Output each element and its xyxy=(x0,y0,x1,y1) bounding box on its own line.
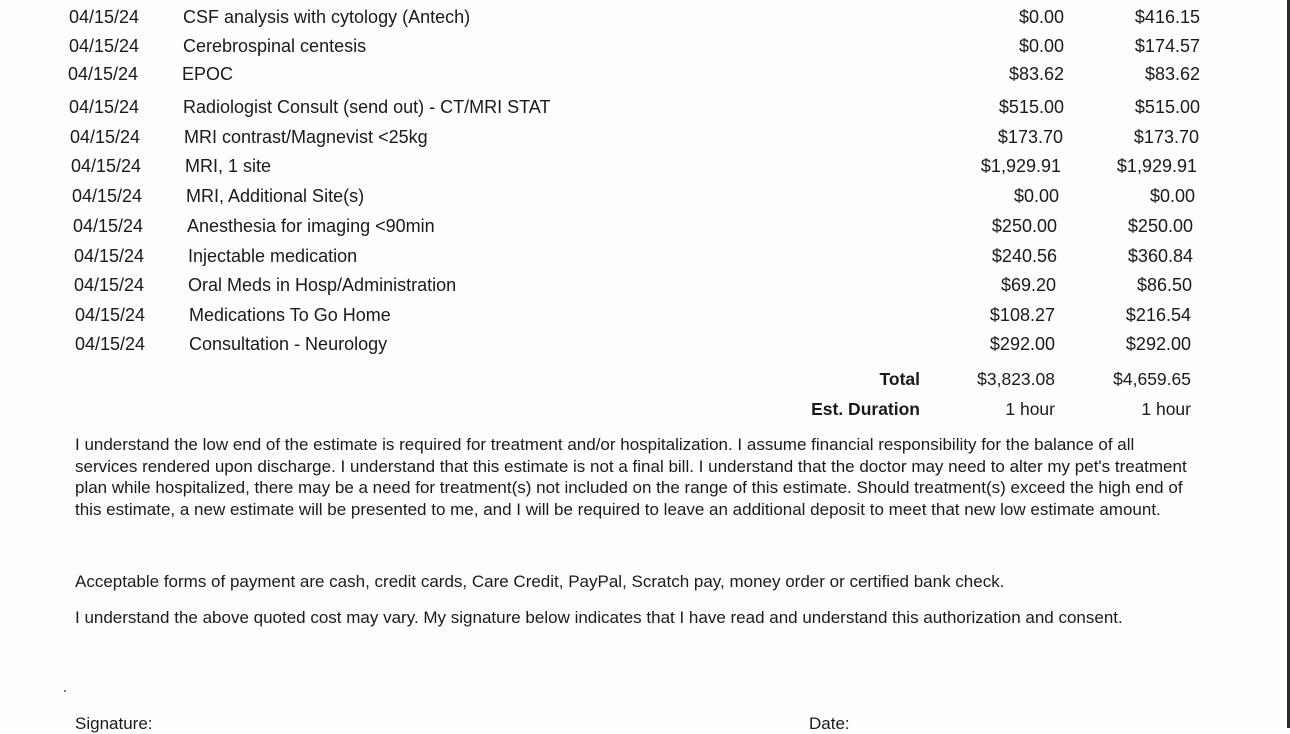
financial-responsibility-paragraph: I understand the low end of the estimate is required for treatment and/or hospitalization. I assume financial responsibility for the balance of all services rendered upon discharge. I understand that this estimate is not a final bill. I understand that the doctor may need to alter my pet's treatment plan while hospitalized, there may be a need for treatment(s) not included on the range of this estimate. Should treatment(s) exceed the high end of this estimate, a new estimate will be presented to me, and I will be required to leave an additional deposit to meet that new low estimate amount. xyxy=(75,435,1187,519)
line-item-row xyxy=(71,154,1197,178)
duration-low-value: 1 hour xyxy=(1005,399,1055,419)
line-item-description: Anesthesia for imaging <90min xyxy=(187,216,435,236)
line-item-row xyxy=(74,244,1193,268)
estimate-duration-row xyxy=(0,397,1290,421)
line-item-row xyxy=(75,303,1191,327)
line-item-low-price: $69.20 xyxy=(1000,275,1056,295)
line-item-high-price: $416.15 xyxy=(1134,7,1200,27)
line-item-high-price: $360.84 xyxy=(1127,246,1193,266)
line-item-low-price: $108.27 xyxy=(989,305,1055,325)
signature-label: Signature: xyxy=(75,714,153,733)
line-item-date: 04/15/24 xyxy=(74,246,145,266)
line-item-description: MRI, Additional Site(s) xyxy=(186,186,365,206)
line-item-high-price: $173.70 xyxy=(1133,127,1199,147)
line-item-date: 04/15/24 xyxy=(69,97,140,117)
line-item-description: MRI, 1 site xyxy=(185,156,272,176)
line-item-high-price: $86.50 xyxy=(1136,275,1192,295)
authorization-consent-paragraph: I understand the above quoted cost may vary. My signature below indicates that I have read and understand this authorization and consent. xyxy=(75,608,1123,627)
line-item-row xyxy=(69,95,1200,119)
line-item-low-price: $173.70 xyxy=(997,127,1063,147)
estimate-total-row xyxy=(0,367,1290,391)
line-item-high-price: $174.57 xyxy=(1134,36,1200,56)
line-item-date: 04/15/24 xyxy=(73,216,144,236)
line-item-low-price: $0.00 xyxy=(1018,36,1064,56)
total-high-value: $4,659.65 xyxy=(1113,369,1191,389)
line-item-date: 04/15/24 xyxy=(68,64,139,84)
payment-methods-paragraph: Acceptable forms of payment are cash, credit cards, Care Credit, PayPal, Scratch pay, money order or certified bank check. xyxy=(75,572,1005,591)
line-item-high-price: $250.00 xyxy=(1127,216,1193,236)
line-item-low-price: $83.62 xyxy=(1008,64,1064,84)
line-item-date: 04/15/24 xyxy=(69,7,140,27)
line-item-date: 04/15/24 xyxy=(74,275,145,295)
line-item-description: Oral Meds in Hosp/Administration xyxy=(188,275,457,295)
line-item-high-price: $515.00 xyxy=(1134,97,1200,117)
line-item-description: Injectable medication xyxy=(188,246,358,266)
line-item-low-price: $240.56 xyxy=(991,246,1057,266)
line-item-date: 04/15/24 xyxy=(69,36,140,56)
line-item-date: 04/15/24 xyxy=(75,305,146,325)
line-item-date: 04/15/24 xyxy=(71,156,142,176)
duration-high-value: 1 hour xyxy=(1141,399,1191,419)
line-item-date: 04/15/24 xyxy=(72,186,143,206)
line-item-low-price: $292.00 xyxy=(989,334,1055,354)
line-item-low-price: $515.00 xyxy=(998,97,1064,117)
line-item-row xyxy=(68,62,1200,86)
line-item-date: 04/15/24 xyxy=(70,127,141,147)
line-item-high-price: $216.54 xyxy=(1125,305,1191,325)
line-item-description: MRI contrast/Magnevist <25kg xyxy=(184,127,428,147)
line-item-date: 04/15/24 xyxy=(75,334,146,354)
line-item-row xyxy=(69,5,1200,29)
line-item-description: Radiologist Consult (send out) - CT/MRI STAT xyxy=(183,97,551,117)
line-item-row xyxy=(73,214,1193,238)
duration-label: Est. Duration xyxy=(811,399,920,419)
line-item-description: Consultation - Neurology xyxy=(189,334,388,354)
line-item-low-price: $0.00 xyxy=(1018,7,1064,27)
date-label: Date: xyxy=(809,714,850,733)
line-item-low-price: $0.00 xyxy=(1013,186,1059,206)
line-item-row xyxy=(75,332,1191,356)
line-item-low-price: $1,929.91 xyxy=(980,156,1061,176)
total-low-value: $3,823.08 xyxy=(977,369,1055,389)
line-item-high-price: $83.62 xyxy=(1144,64,1200,84)
line-item-description: EPOC xyxy=(182,64,234,84)
line-item-description: CSF analysis with cytology (Antech) xyxy=(183,7,471,27)
line-item-row xyxy=(72,184,1195,208)
line-item-description: Medications To Go Home xyxy=(189,305,391,325)
line-item-high-price: $1,929.91 xyxy=(1116,156,1197,176)
total-label: Total xyxy=(879,369,920,389)
line-item-row xyxy=(74,273,1192,297)
line-item-high-price: $292.00 xyxy=(1125,334,1191,354)
line-item-description: Cerebrospinal centesis xyxy=(183,36,367,56)
line-item-row xyxy=(69,34,1200,58)
scan-speck xyxy=(64,690,66,692)
line-item-low-price: $250.00 xyxy=(991,216,1057,236)
line-item-high-price: $0.00 xyxy=(1149,186,1195,206)
line-item-row xyxy=(70,125,1199,149)
